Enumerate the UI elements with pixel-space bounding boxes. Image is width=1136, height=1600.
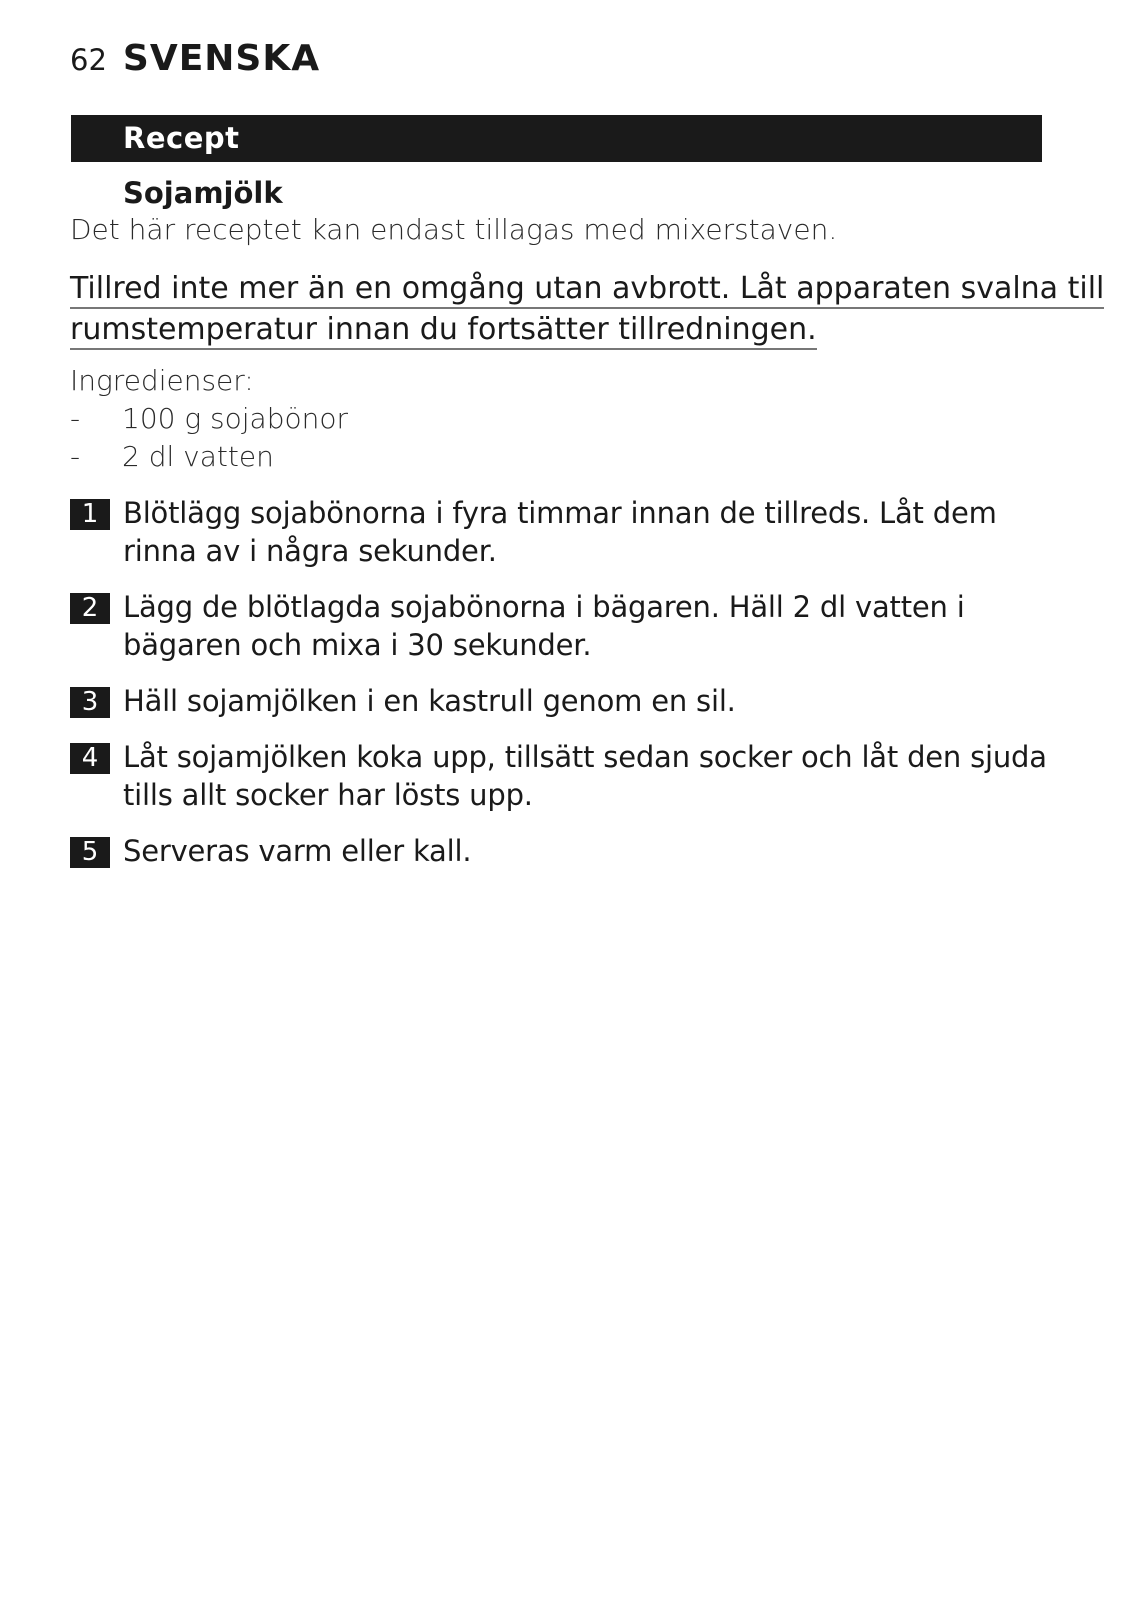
ingredient-text: 2 dl vatten [122, 440, 274, 473]
ingredient-dash: - [70, 440, 81, 473]
step-item [70, 832, 1060, 870]
ingredients-label: Ingredienser: [70, 364, 254, 397]
step-number-badge: 3 [70, 687, 110, 718]
section-bar [71, 115, 1042, 162]
ingredient-text: 100 g sojabönor [122, 402, 348, 435]
step-item [70, 494, 1060, 570]
ingredients-list [70, 362, 348, 476]
step-text: Blötlägg sojabönorna i fyra timmar innan de tillreds. Låt dem rinna av i några sekunder. [123, 496, 997, 568]
ingredient-item [70, 400, 348, 438]
ingredient-dash: - [70, 402, 81, 435]
recipe-title: Sojamjölk [123, 176, 283, 210]
warning-line: Tillred inte mer än en omgång utan avbrott. Låt apparaten svalna till [70, 272, 1104, 309]
page-header [70, 38, 320, 88]
page-number: 62 [70, 43, 107, 77]
step-text: Serveras varm eller kall. [123, 834, 472, 868]
warning-block [70, 270, 1105, 352]
step-number-badge: 1 [70, 499, 110, 530]
step-number-badge: 4 [70, 743, 110, 774]
ingredient-item [70, 438, 348, 476]
section-title: Recept [123, 121, 240, 155]
step-text: Häll sojamjölken i en kastrull genom en sil. [123, 684, 736, 718]
step-text: Lägg de blötlagda sojabönorna i bägaren. Häll 2 dl vatten i bägaren och mixa i 30 sekunder. [123, 590, 965, 662]
language-title: SVENSKA [122, 38, 321, 79]
recipe-intro: Det här receptet kan endast tillagas med mixerstaven. [70, 213, 838, 246]
step-text: Låt sojamjölken koka upp, tillsätt sedan socker och låt den sjuda tills allt socker har lösts upp. [123, 740, 1047, 812]
steps-list [70, 494, 1060, 888]
step-number-badge: 5 [70, 837, 110, 868]
step-item [70, 682, 1060, 720]
warning-line: rumstemperatur innan du fortsätter tillredningen. [70, 313, 817, 350]
step-item [70, 738, 1060, 814]
step-item [70, 588, 1060, 664]
step-number-badge: 2 [70, 593, 110, 624]
